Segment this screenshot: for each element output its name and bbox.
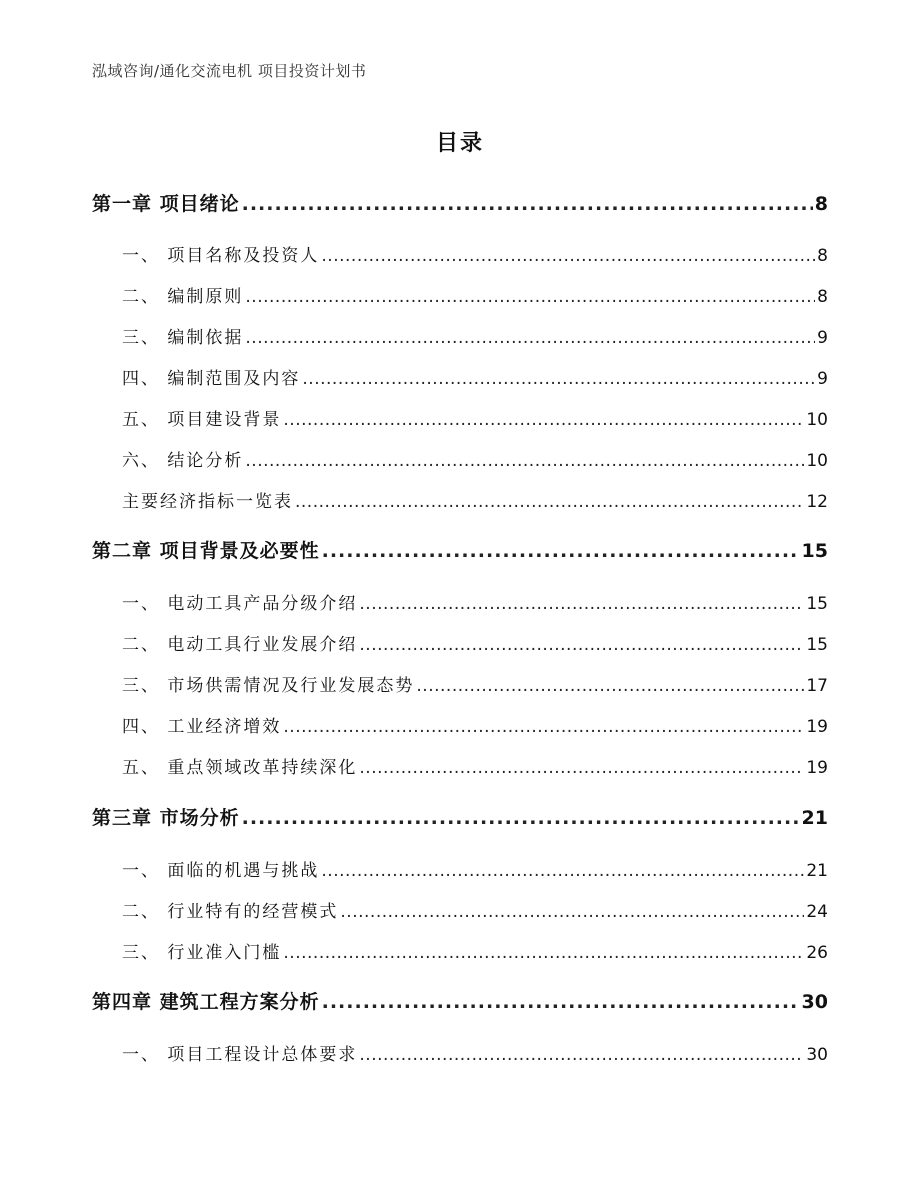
toc-entry-chapter-2[interactable] [92, 536, 828, 563]
toc-entry-label: 一、 项目名称及投资人 [122, 246, 320, 266]
leader-dots [245, 328, 815, 348]
leader-dots [283, 410, 804, 430]
toc-entry-label: 第二章 项目背景及必要性 [92, 540, 320, 562]
toc-entry-label: 二、 编制原则 [122, 287, 244, 307]
leader-dots [359, 635, 804, 655]
toc-entry-label: 一、 电动工具产品分级介绍 [122, 594, 358, 614]
toc-entry-page: 21 [801, 807, 828, 829]
toc-entry[interactable] [122, 856, 828, 881]
leader-dots [340, 902, 804, 922]
toc-entry-label: 第一章 项目绪论 [92, 193, 240, 215]
toc-entry-page: 30 [806, 1045, 828, 1065]
toc-entry-page: 10 [806, 410, 828, 430]
toc-entry[interactable] [122, 671, 828, 696]
toc-entry[interactable] [122, 753, 828, 778]
toc-entry-label: 一、 面临的机遇与挑战 [122, 861, 320, 881]
leader-dots [321, 861, 804, 881]
toc-entry-page: 26 [806, 943, 828, 963]
leader-dots [242, 193, 813, 215]
toc-entry[interactable] [122, 589, 828, 614]
toc-entry-label: 五、 重点领域改革持续深化 [122, 758, 358, 778]
toc-entry[interactable] [122, 938, 828, 963]
toc-entry-label: 主要经济指标一览表 [122, 492, 293, 512]
toc-entry-page: 9 [817, 328, 828, 348]
running-header: 泓域咨询/通化交流电机 项目投资计划书 [92, 62, 367, 80]
leader-dots [302, 369, 815, 389]
toc-entry-page: 15 [801, 540, 828, 562]
leader-dots [283, 717, 804, 737]
toc-entry-chapter-3[interactable] [92, 803, 828, 830]
toc-entry-page: 12 [806, 492, 828, 512]
toc-entry[interactable] [122, 630, 828, 655]
toc-entry[interactable] [122, 487, 828, 512]
leader-dots [245, 451, 804, 471]
toc-entry[interactable] [122, 1040, 828, 1065]
leader-dots [416, 676, 804, 696]
toc-entry-label: 三、 行业准入门槛 [122, 943, 282, 963]
toc-entry-label: 一、 项目工程设计总体要求 [122, 1045, 358, 1065]
toc-entry-label: 三、 编制依据 [122, 328, 244, 348]
leader-dots [322, 991, 800, 1013]
leader-dots [359, 594, 804, 614]
toc-entry-page: 8 [817, 246, 828, 266]
toc-entry-chapter-1[interactable] [92, 189, 828, 216]
page-title: 目录 [435, 131, 484, 156]
toc-entry-page: 8 [814, 193, 828, 215]
toc-entry-label: 五、 项目建设背景 [122, 410, 282, 430]
toc-entry[interactable] [122, 897, 828, 922]
leader-dots [321, 246, 815, 266]
toc-entry[interactable] [122, 446, 828, 471]
toc-entry-page: 9 [817, 369, 828, 389]
toc-entry-label: 六、 结论分析 [122, 451, 244, 471]
toc-entry-label: 二、 电动工具行业发展介绍 [122, 635, 358, 655]
leader-dots [359, 758, 804, 778]
toc-entry-page: 24 [806, 902, 828, 922]
toc-entry[interactable] [122, 241, 828, 266]
toc-entry-page: 30 [801, 991, 828, 1013]
leader-dots [245, 287, 815, 307]
toc-entry-chapter-4[interactable] [92, 987, 828, 1014]
toc-entry[interactable] [122, 323, 828, 348]
toc-entry[interactable] [122, 364, 828, 389]
leader-dots [283, 943, 804, 963]
leader-dots [322, 540, 800, 562]
toc-entry-page: 15 [806, 594, 828, 614]
toc-entry-label: 二、 行业特有的经营模式 [122, 902, 339, 922]
toc-entry[interactable] [122, 405, 828, 430]
toc-entry-page: 8 [817, 287, 828, 307]
toc-entry-page: 10 [806, 451, 828, 471]
toc-entry-page: 21 [806, 861, 828, 881]
toc-entry-label: 四、 编制范围及内容 [122, 369, 301, 389]
leader-dots [242, 807, 800, 829]
toc-entry-page: 19 [806, 717, 828, 737]
toc-entry[interactable] [122, 282, 828, 307]
toc-entry-page: 15 [806, 635, 828, 655]
toc-entry-page: 19 [806, 758, 828, 778]
toc-entry-label: 三、 市场供需情况及行业发展态势 [122, 676, 415, 696]
toc-entry-label: 第四章 建筑工程方案分析 [92, 991, 320, 1013]
toc-entry-label: 四、 工业经济增效 [122, 717, 282, 737]
toc-entry[interactable] [122, 712, 828, 737]
toc-entry-label: 第三章 市场分析 [92, 807, 240, 829]
leader-dots [359, 1045, 804, 1065]
leader-dots [295, 492, 804, 512]
toc-entry-page: 17 [806, 676, 828, 696]
